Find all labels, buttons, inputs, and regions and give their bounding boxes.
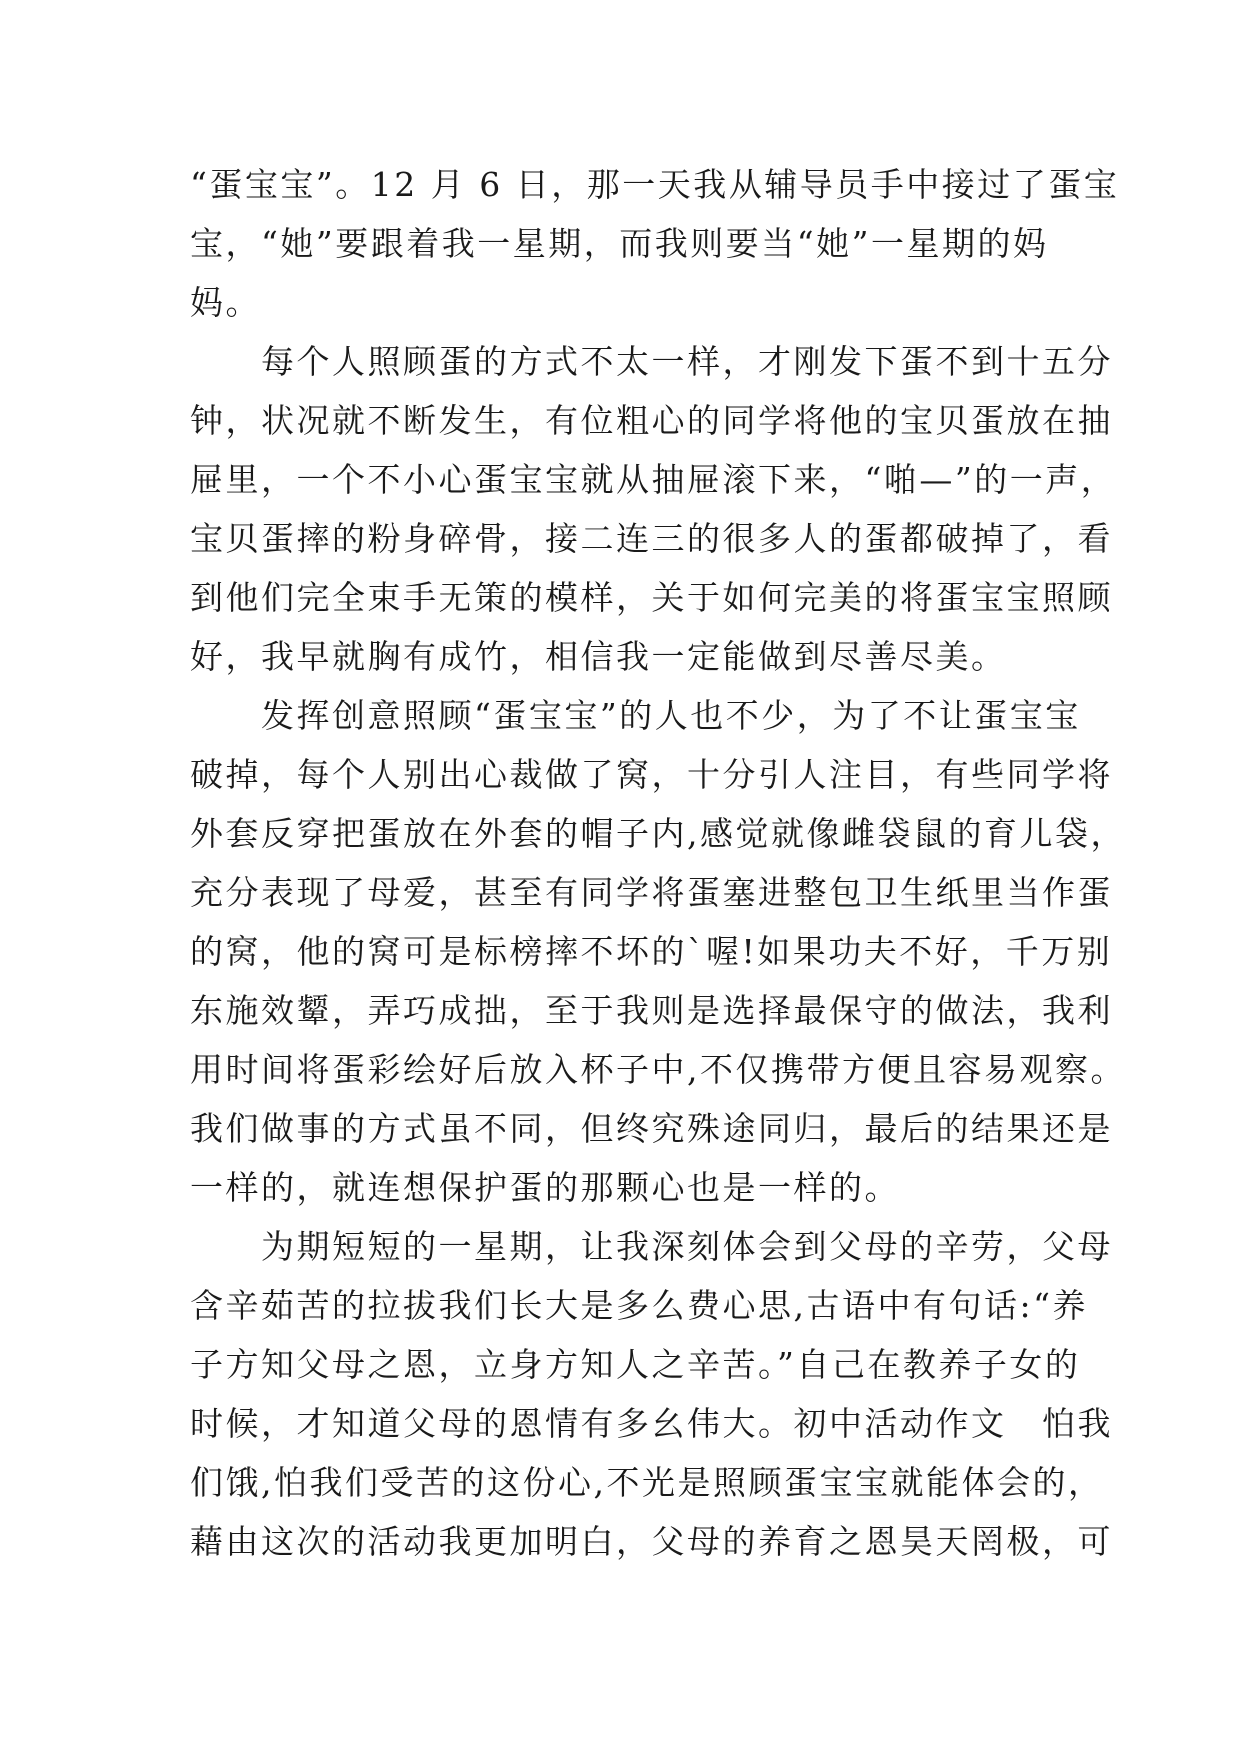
text-line: “蛋宝宝”。12 月 6 日，那一天我从辅导员手中接过了蛋宝 bbox=[190, 165, 1120, 204]
text-line: 的窝，他的窝可是标榜摔不坏的`喔!如果功夫不好，千万别 bbox=[190, 932, 1113, 971]
text-line: 破掉，每个人别出心裁做了窝，十分引人注目，有些同学将 bbox=[190, 755, 1113, 794]
text-line: 充分表现了母爱，甚至有同学将蛋塞进整包卫生纸里当作蛋 bbox=[190, 873, 1113, 912]
text-line: 到他们完全束手无策的模样，关于如何完美的将蛋宝宝照顾 bbox=[190, 578, 1113, 617]
text-line: 妈。 bbox=[190, 283, 261, 322]
text-line: 每个人照顾蛋的方式不太一样，才刚发下蛋不到十五分 bbox=[190, 342, 1113, 381]
text-line: 好，我早就胸有成竹，相信我一定能做到尽善尽美。 bbox=[190, 637, 1007, 676]
text-line: 时候，才知道父母的恩情有多幺伟大。初中活动作文 怕我 bbox=[190, 1404, 1113, 1443]
text-line: 我们做事的方式虽不同，但终究殊途同归，最后的结果还是 bbox=[190, 1109, 1113, 1148]
text-line: 用时间将蛋彩绘好后放入杯子中,不仅携带方便且容易观察。 bbox=[190, 1050, 1126, 1089]
text-line: 东施效颦，弄巧成拙，至于我则是选择最保守的做法，我利 bbox=[190, 991, 1113, 1030]
text-line: 发挥创意照顾“蛋宝宝”的人也不少，为了不让蛋宝宝 bbox=[190, 696, 1081, 735]
text-line: 屉里，一个不小心蛋宝宝就从抽屉滚下来，“啪—”的一声， bbox=[190, 460, 1117, 499]
text-line: 宝贝蛋摔的粉身碎骨，接二连三的很多人的蛋都破掉了，看 bbox=[190, 519, 1113, 558]
text-line: 为期短短的一星期，让我深刻体会到父母的辛劳，父母 bbox=[190, 1227, 1113, 1266]
text-line: 藉由这次的活动我更加明白，父母的养育之恩昊天罔极，可 bbox=[190, 1522, 1113, 1561]
text-line: 们饿,怕我们受苦的这份心,不光是照顾蛋宝宝就能体会的， bbox=[190, 1463, 1104, 1502]
body-text bbox=[190, 155, 1126, 1571]
text-line: 宝，“她”要跟着我一星期，而我则要当“她”一星期的妈 bbox=[190, 224, 1049, 263]
text-line: 外套反穿把蛋放在外套的帽子内,感觉就像雌袋鼠的育儿袋， bbox=[190, 814, 1126, 853]
text-line: 钟，状况就不断发生，有位粗心的同学将他的宝贝蛋放在抽 bbox=[190, 401, 1113, 440]
text-line: 一样的，就连想保护蛋的那颗心也是一样的。 bbox=[190, 1168, 900, 1207]
text-line: 子方知父母之恩，立身方知人之辛苦。”自己在教养子女的 bbox=[190, 1345, 1081, 1384]
text-line: 含辛茹苦的拉拔我们长大是多么费心思,古语中有句话:“养 bbox=[190, 1286, 1088, 1325]
